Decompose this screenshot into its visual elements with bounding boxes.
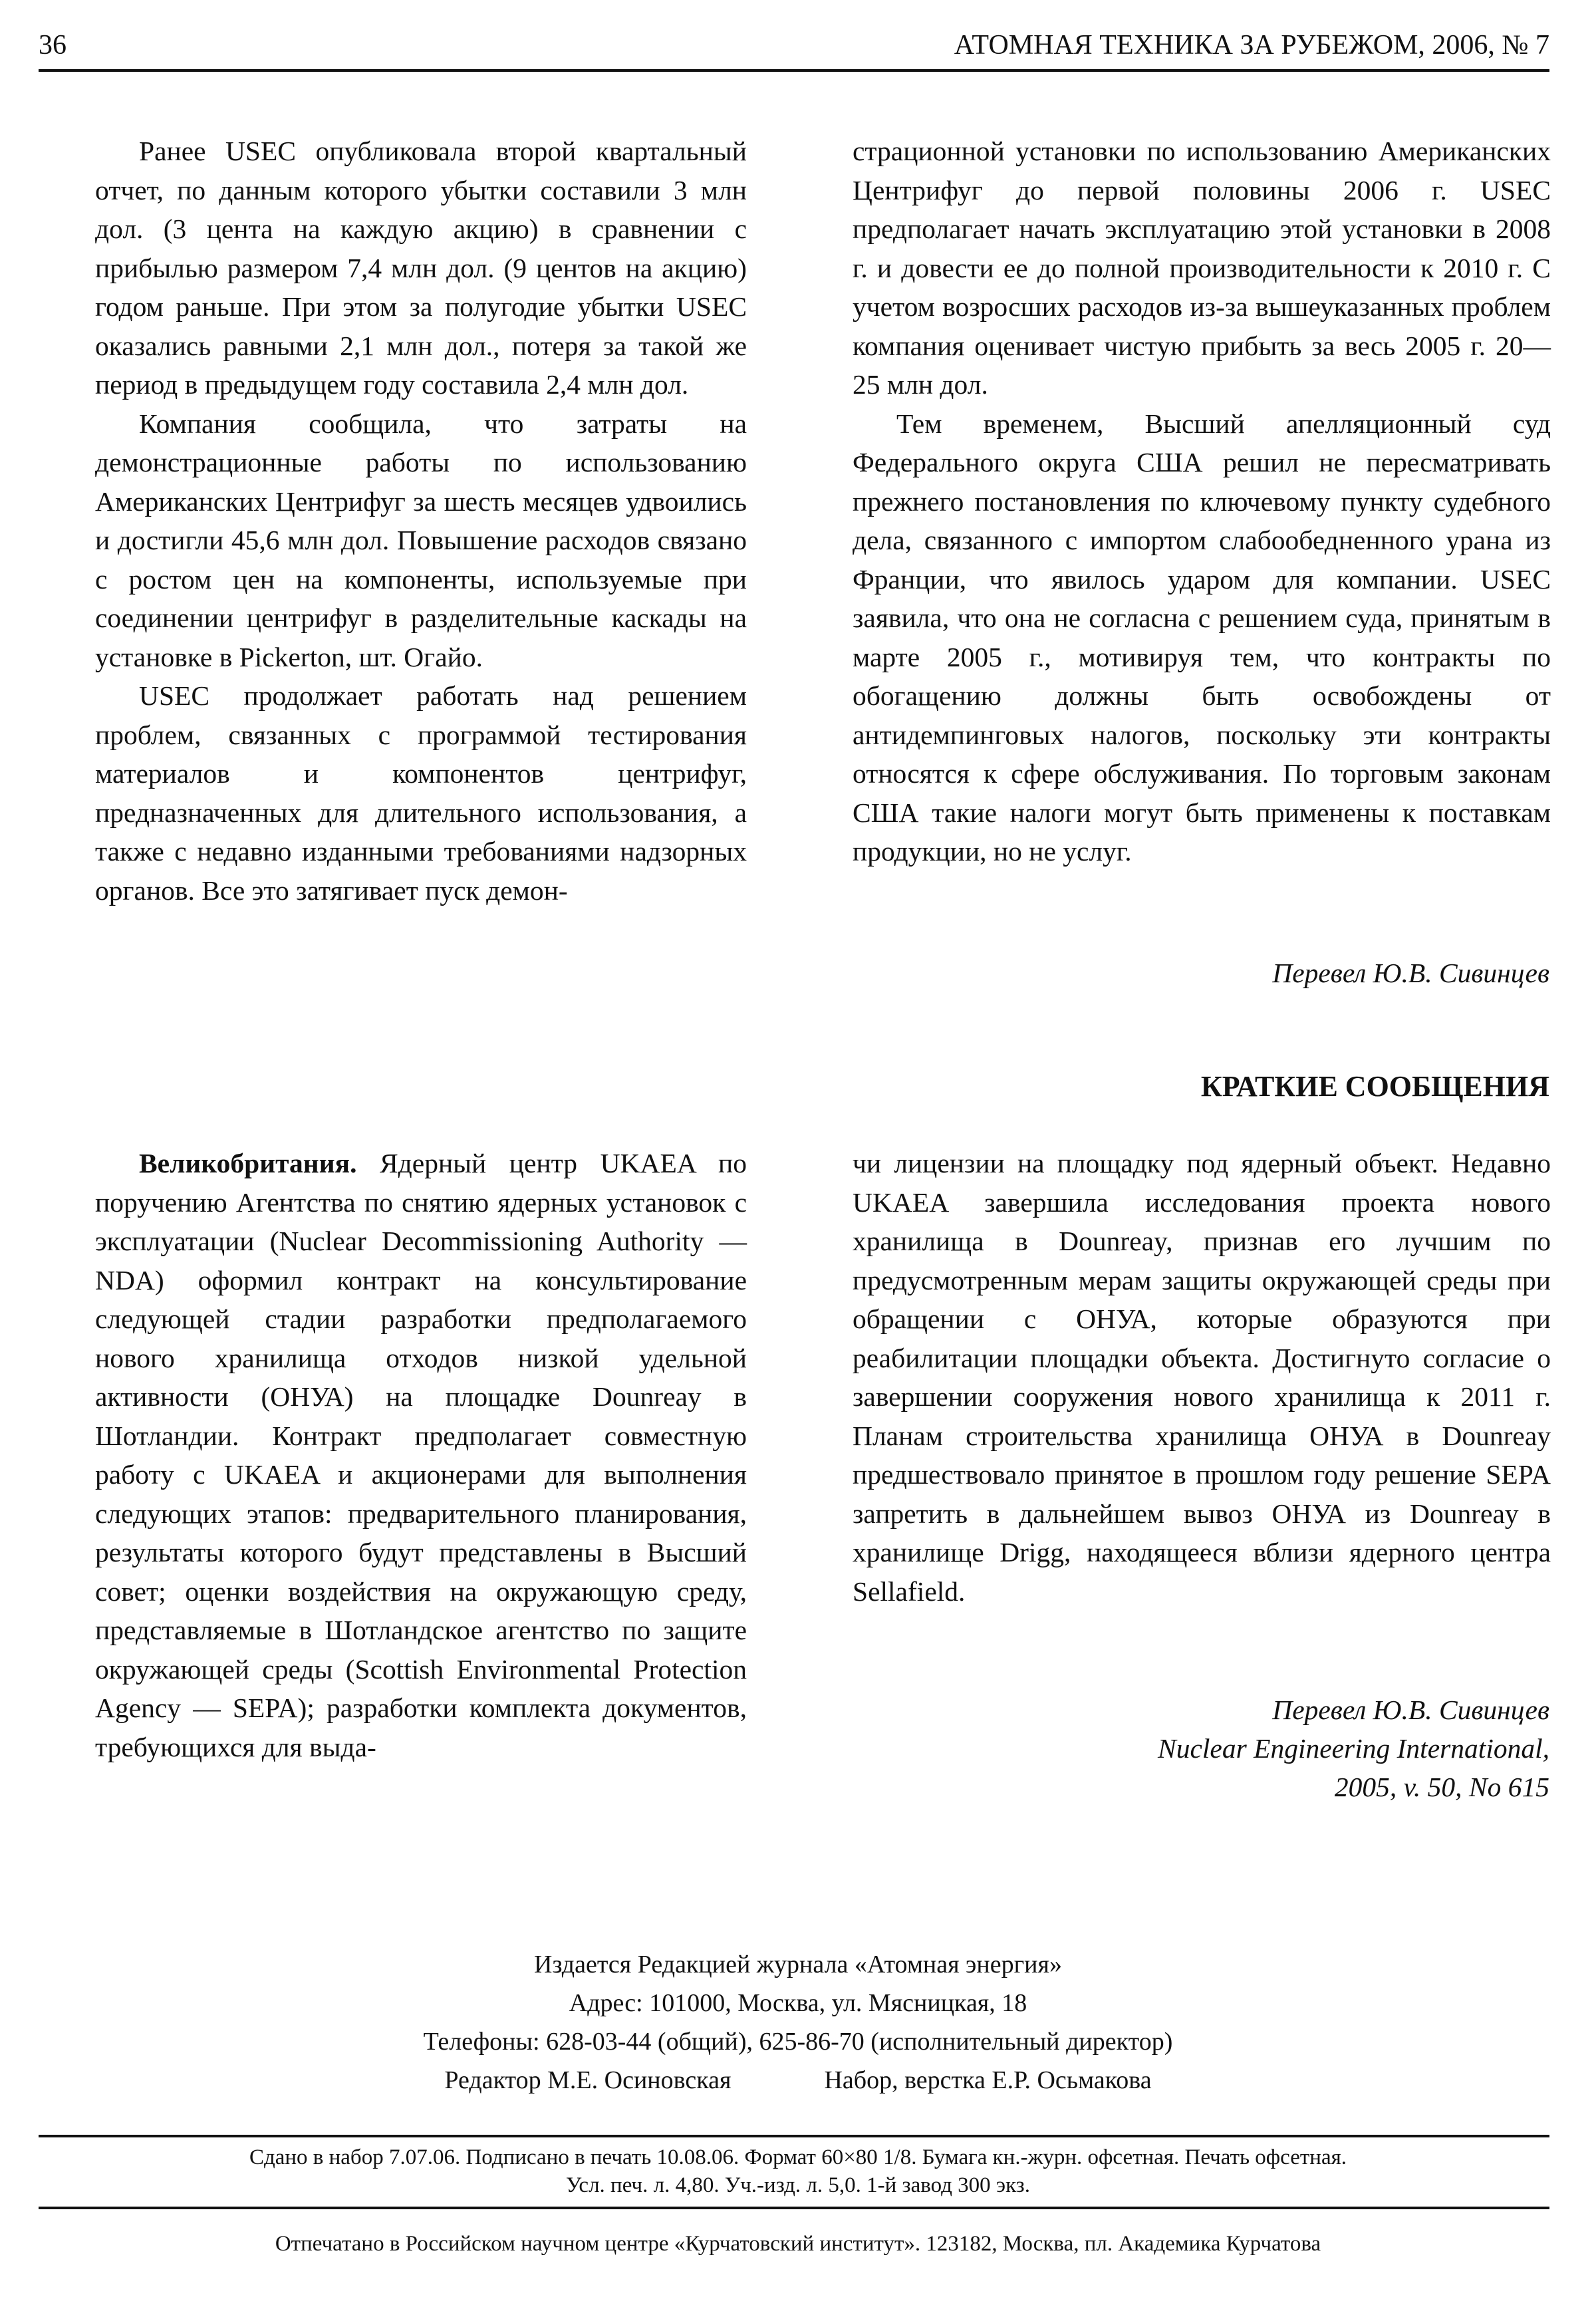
page-number: 36 xyxy=(39,30,66,61)
imprint-rule-bottom xyxy=(39,2207,1549,2209)
publisher: Издается Редакцией журнала «Атомная энергия» xyxy=(534,1951,1062,1978)
paragraph: Ранее USEC опубликовала второй квартальный отчет, по данным которого убытки составили 3 млн дол. (3 цента на каждую акцию) в сравнении с прибылью размером 7,4 млн дол. (9 центов на акцию) годом раньше. При этом за полугодие убытки USEC оказались равными 2,1 млн дол., потеря за такой же период в предыдущем году составила 2,4 млн дол. xyxy=(95,136,747,400)
article1-right-column xyxy=(853,132,1551,871)
article2-credits xyxy=(1158,1691,1549,1806)
staff-line xyxy=(0,2066,1596,2095)
paragraph: USEC продолжает работать над решением проблем, связанных с программой тестирования материалов и компонентов центрифуг, предназначенных для длительного использования, а также с недавно изданными требованиями надзорных органов. Все это затягивает пуск демон- xyxy=(95,680,747,906)
phones: Телефоны: 628-03-44 (общий), 625-86-70 (исполнительный директор) xyxy=(423,2028,1173,2056)
print-details: Сдано в набор 7.07.06. Подписано в печать 10.08.06. Формат 60×80 1/8. Бумага кн.-журн. офсетная. Печать офсетная. xyxy=(249,2145,1347,2169)
printed-at: Отпечатано в Российском научном центре «Курчатовский институт». 123182, Москва, пл. Академика Курчатова xyxy=(275,2232,1321,2256)
article1-left-column xyxy=(95,132,747,910)
paragraph-text: Ядерный центр UKAEA по поручению Агентства по снятию ядерных установок с эксплуатации (Nuclear Decommissioning Authority — NDA) оформил контракт на консультирование следующей стадии разработки предполагаемого нового хранилища отходов низкой удельной активности (ОНУА) на площадке Dounreay в Шотландии. Контракт предполагает совместную работу с UKAEA и акционерами для выполнения следующих этапов: предварительного планирования, результаты которого будут представлены в Высший совет; оценки воздействия на окружающую среду, представляемые в Шотландское агентство по защите окружающей среды (Scottish Environmental Protection Agency — SEPA); разработки комплекта документов, требующихся для выда- xyxy=(95,1148,747,1762)
source-citation: Nuclear Engineering International, xyxy=(1158,1733,1549,1764)
paragraph: Компания сообщила, что затраты на демонстрационные работы по использованию Американских Центрифуг за шесть месяцев удвоились и достигли 45,6 млн дол. Повышение расходов связано с ростом цен на компоненты, используемые при соединении центрифуг в разделительные каскады на установке в Pickerton, шт. Огайо. xyxy=(95,408,747,672)
section-title: КРАТКИЕ СООБЩЕНИЯ xyxy=(1200,1070,1549,1103)
paragraph: чи лицензии на площадку под ядерный объект. Недавно UKAEA завершила исследования проекта нового хранилища в Dounreay, признав его лучшим по предусмотренным мерам защиты окружающей среды при обращении с ОНУА, которые образуются при реабилитации площадки объекта. Достигнуто согласие о завершении сооружения нового хранилища к 2011 г. Планам строительства хранилища ОНУА в Dounreay предшествовало принятое в прошлом году решение SEPA запретить в дальнейшем вывоз ОНУА из Dounreay в хранилище Drigg, находящееся вблизи ядерного центра Sellafield. xyxy=(853,1148,1551,1607)
address: Адрес: 101000, Москва, ул. Мясницкая, 18 xyxy=(569,1989,1027,2017)
paragraph: Тем временем, Высший апелляционный суд Федерального округа США решил не пересматривать прежнего постановления по ключевому пункту судебного дела, связанного с импортом слабообедненного урана из Франции, что явилось ударом для компании. USEC заявила, что она не согласна с решением суда, принятым в марте 2005 г., мотивируя тем, что контракты по обогащению должны быть освобождены от антидемпинговых налогов, поскольку эти контракты относятся к сфере обслуживания. По торговым законам США такие налоги могут быть применены к поставкам продукции, но не услуг. xyxy=(853,408,1551,867)
print-details-2: Усл. печ. л. 4,80. Уч.-изд. л. 5,0. 1-й завод 300 экз. xyxy=(566,2173,1030,2197)
article2-left-column xyxy=(95,1144,747,1766)
translator-credit: Перевел Ю.В. Сивинцев xyxy=(1272,1695,1549,1725)
article2-right-column xyxy=(853,1144,1551,1611)
journal-running-title: АТОМНАЯ ТЕХНИКА ЗА РУБЕЖОМ, 2006, № 7 xyxy=(954,30,1549,61)
header-rule xyxy=(39,69,1549,72)
editor: Редактор М.Е. Осиновская xyxy=(444,2066,732,2094)
country-label: Великобритания. xyxy=(139,1148,357,1178)
translator-credit: Перевел Ю.В. Сивинцев xyxy=(1272,958,1549,988)
paragraph: страционной установки по использованию Американских Центрифуг до первой половины 2006 г. USEC предполагает начать эксплуатацию этой установки в 2008 г. и довести ее до полной производительности к 2010 г. С учетом возросших расходов из-за вышеуказанных проблем компания оценивает чистую прибыть за весь 2005 г. 20—25 млн дол. xyxy=(853,136,1551,400)
typesetting: Набор, верстка Е.Р. Осьмакова xyxy=(824,2066,1152,2094)
paragraph xyxy=(95,1144,747,1766)
source-citation-issue: 2005, v. 50, No 615 xyxy=(1334,1772,1549,1802)
imprint-rule-top xyxy=(39,2135,1549,2137)
